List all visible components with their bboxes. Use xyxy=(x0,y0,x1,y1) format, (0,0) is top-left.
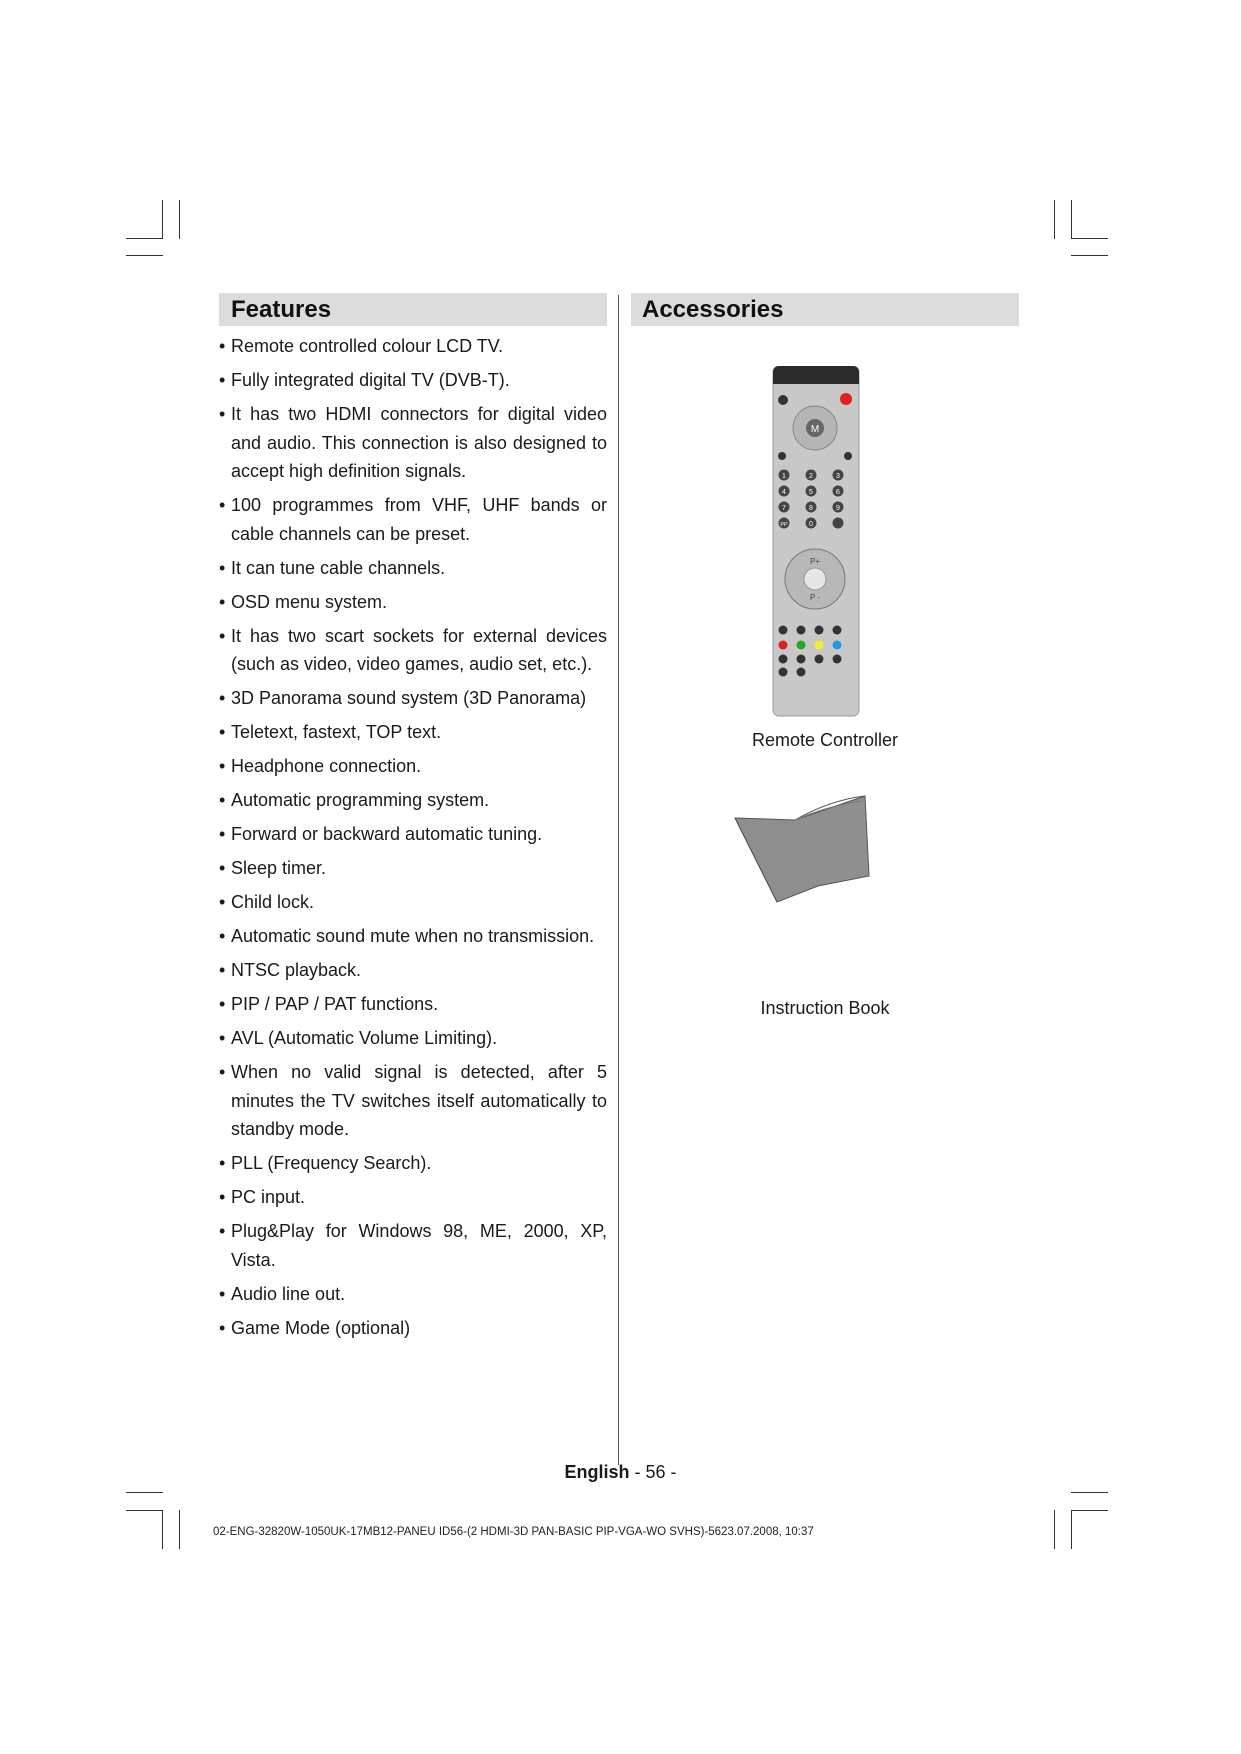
crop-mark xyxy=(126,238,163,239)
feature-item: • Game Mode (optional) xyxy=(219,1314,607,1343)
feature-item: • Automatic programming system. xyxy=(219,786,607,815)
feature-item: • When no valid signal is detected, after 5 minutes the TV switches itself automatically to standby mode. xyxy=(219,1058,607,1144)
crop-mark xyxy=(162,1510,163,1549)
remote-controller-image xyxy=(771,366,861,718)
remote-key-label: PP xyxy=(780,522,788,528)
remote-function-key-icon xyxy=(779,641,788,650)
remote-function-key-icon xyxy=(779,668,788,677)
page-footer xyxy=(0,1462,1241,1483)
feature-item: • PC input. xyxy=(219,1183,607,1212)
feature-item: • 3D Panorama sound system (3D Panorama) xyxy=(219,684,607,713)
crop-mark xyxy=(126,1510,163,1511)
feature-item: • NTSC playback. xyxy=(219,956,607,985)
remote-function-key-icon xyxy=(797,668,806,677)
remote-key-icon xyxy=(833,518,844,529)
crop-mark xyxy=(179,1510,180,1549)
crop-mark xyxy=(1071,1510,1072,1549)
crop-mark xyxy=(1071,200,1072,239)
footer-language: English xyxy=(564,1462,630,1482)
footer-file-info: 02-ENG-32820W-1050UK-17MB12-PANEU ID56-(2 HDMI-3D PAN-BASIC PIP-VGA-WO SVHS)-5623.07.2008, 10:37 xyxy=(213,1526,814,1538)
remote-function-key-icon xyxy=(815,668,824,677)
feature-item: • Remote controlled colour LCD TV. xyxy=(219,332,607,361)
remote-key-label: 1 xyxy=(782,473,786,480)
feature-item: • AVL (Automatic Volume Limiting). xyxy=(219,1024,607,1053)
column-divider xyxy=(618,295,619,1465)
remote-key-label: 5 xyxy=(809,489,813,496)
crop-mark xyxy=(1054,200,1055,239)
program-up-label: P+ xyxy=(809,557,821,566)
remote-key-label: 9 xyxy=(836,505,840,512)
crop-mark xyxy=(1071,238,1108,239)
feature-item: • Fully integrated digital TV (DVB-T). xyxy=(219,366,607,395)
feature-item: • Headphone connection. xyxy=(219,752,607,781)
remote-key-label: 6 xyxy=(836,489,840,496)
remote-function-key-icon xyxy=(779,626,788,635)
remote-function-key-icon xyxy=(797,641,806,650)
remote-function-key-icon xyxy=(797,655,806,664)
remote-function-key-icon xyxy=(833,668,842,677)
menu-key-label: M xyxy=(810,424,820,435)
remote-function-key-icon xyxy=(833,626,842,635)
remote-function-key-icon xyxy=(779,655,788,664)
feature-item: • Sleep timer. xyxy=(219,854,607,883)
remote-key-label: 2 xyxy=(809,473,813,480)
remote-key-label: 7 xyxy=(782,505,786,512)
crop-mark xyxy=(179,200,180,239)
remote-key-label: 0 xyxy=(809,521,813,528)
feature-item: • Forward or backward automatic tuning. xyxy=(219,820,607,849)
feature-item: • Plug&Play for Windows 98, ME, 2000, XP, Vista. xyxy=(219,1217,607,1274)
crop-mark xyxy=(162,200,163,239)
crop-mark xyxy=(1071,1510,1108,1511)
remote-key-label: 3 xyxy=(836,473,840,480)
accessories-heading: Accessories xyxy=(631,293,1019,326)
program-down-label: P - xyxy=(809,593,821,602)
remote-controller-caption: Remote Controller xyxy=(751,730,899,750)
remote-function-key-icon xyxy=(815,626,824,635)
feature-item: • PIP / PAP / PAT functions. xyxy=(219,990,607,1019)
accessories-section xyxy=(631,293,1019,1018)
instruction-book-caption: Instruction Book xyxy=(760,998,890,1018)
feature-item: • Teletext, fastext, TOP text. xyxy=(219,718,607,747)
crop-mark xyxy=(1071,255,1108,256)
remote-function-key-icon xyxy=(815,641,824,650)
feature-item: • PLL (Frequency Search). xyxy=(219,1149,607,1178)
remote-key-label: 4 xyxy=(782,489,786,496)
feature-item: • It can tune cable channels. xyxy=(219,554,607,583)
features-list xyxy=(219,332,607,1342)
instruction-book-image xyxy=(733,790,881,910)
feature-item: • 100 programmes from VHF, UHF bands or cable channels can be preset. xyxy=(219,491,607,548)
crop-mark xyxy=(1054,1510,1055,1549)
remote-key-label: 8 xyxy=(809,505,813,512)
remote-function-key-icon xyxy=(815,655,824,664)
crop-mark xyxy=(126,1492,163,1493)
feature-item: • OSD menu system. xyxy=(219,588,607,617)
feature-item: • Audio line out. xyxy=(219,1280,607,1309)
features-section xyxy=(219,293,607,1348)
remote-function-key-icon xyxy=(833,641,842,650)
feature-item: • Child lock. xyxy=(219,888,607,917)
feature-item: • It has two scart sockets for external devices (such as video, video games, audio set, etc.). xyxy=(219,622,607,679)
feature-item: • Automatic sound mute when no transmission. xyxy=(219,922,607,951)
features-heading: Features xyxy=(219,293,607,326)
remote-function-key-icon xyxy=(833,655,842,664)
crop-mark xyxy=(126,255,163,256)
footer-page-number: - 56 - xyxy=(634,1462,677,1482)
remote-function-key-icon xyxy=(797,626,806,635)
feature-item: • It has two HDMI connectors for digital video and audio. This connection is also designed to accept high definition signals. xyxy=(219,400,607,486)
power-button-icon xyxy=(840,393,852,405)
mute-button-icon xyxy=(778,395,788,405)
crop-mark xyxy=(1071,1492,1108,1493)
